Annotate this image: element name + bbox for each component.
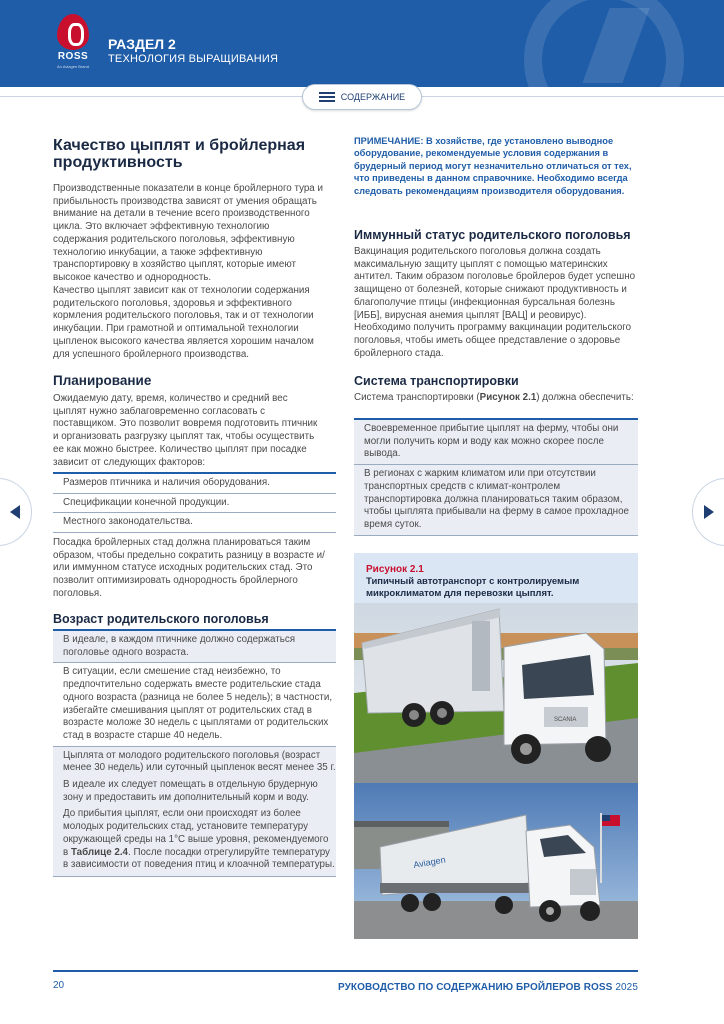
transport-paragraph	[354, 392, 638, 405]
list-item-text: Цыплята от молодого родительского поголовья (возраст менее 30 недель) или суточный цыпленок весят менее 35 г.	[63, 749, 336, 774]
page-header	[0, 0, 724, 87]
arrow-right-icon	[704, 505, 714, 519]
transport-heading: Система транспортировки	[354, 374, 519, 388]
placement-paragraph: Посадка бройлерных стад должна планироваться таким образом, чтобы предельно сократить разницу в возрасте и/или иммунном статусе исходных родительских стад. Это позволит оптимизировать однородность бройлерного поголовья.	[53, 537, 325, 599]
immune-heading: Иммунный статус родительского поголовья	[354, 228, 631, 242]
figure-reference[interactable]: Рисунок 2.1	[479, 392, 537, 403]
footer-title-text: РУКОВОДСТВО ПО СОДЕРЖАНИЮ БРОЙЛЕРОВ ROSS	[337, 982, 613, 993]
section-title: ТЕХНОЛОГИЯ ВЫРАЩИВАНИЯ	[108, 53, 279, 65]
logo-subtext: An Aviagen Brand	[57, 64, 89, 69]
transport-text: Система транспортировки (	[354, 392, 480, 403]
truck-illustration	[354, 783, 638, 939]
transport-text: ) должна обеспечить:	[536, 392, 634, 403]
list-item: В идеале, в каждом птичнике должно содержаться поголовье одного возраста.	[53, 629, 336, 663]
figure-caption-box	[354, 553, 638, 605]
sub-item	[63, 808, 336, 872]
planning-paragraph: Ожидаемую дату, время, количество и средний вес цыплят нужно заблаговременно согласовать с поставщиком. Это позволит вовремя подготовить птичник и организовать разгрузку цыплят так, чтобы осуществить ее как можно быстрее. Количество цыплят при посадке зависит от следующих факторов:	[53, 393, 318, 468]
note-text: ПРИМЕЧАНИЕ: В хозяйстве, где установлено выводное оборудование, рекомендуемые условия содержания в брудерный период могут незначительно отличаться от тех, что приведены в данном справочнике. Необходимо всегда следовать рекомендациям производителя оборудования.	[354, 136, 632, 196]
logo-text: ROSS	[57, 51, 89, 62]
parent-age-table	[53, 629, 336, 877]
footer-title	[338, 982, 638, 993]
sub-item-text: До прибытия цыплят, если они происходят из более молодых родительских стад, установите температуру окружающей среды на 1°C выше уровня, рекомендуемого в	[63, 808, 329, 858]
section-number: РАЗДЕЛ 2	[108, 36, 176, 52]
planning-heading: Планирование	[53, 373, 152, 388]
list-item	[53, 747, 336, 877]
prev-page-button[interactable]	[0, 478, 32, 546]
list-item: В регионах с жарким климатом или при отсутствии транспортных средств с климат-контролем транспортировка должна планироваться таким образом, чтобы цыплята прибывали на ферму в самое прохладное время суток.	[354, 465, 638, 536]
list-item: Спецификации конечной продукции.	[53, 494, 336, 514]
intro-paragraph-2: Качество цыплят зависит как от технологии содержания родительского поголовья, здоровья и эффективного кормления родительского поголовья, так и от технологии инкубации. При грамотной и оптимальной технологии цыпленок высокого качества является хорошим началом для успешного бройлерного производства.	[53, 285, 314, 360]
truck-photo-1	[354, 603, 638, 783]
ross-drop-icon	[57, 14, 89, 50]
sub-item-text: . После посадки отрегулируйте температуру в зависимости от поведения птиц и клоачной температуры.	[63, 846, 335, 871]
truck-logo-text: Aviagen	[412, 854, 447, 870]
footer-divider	[53, 970, 638, 972]
list-item: Размеров птичника и наличия оборудования.	[53, 472, 336, 494]
figure-caption: Типичный автотранспорт с контролируемым микроклиматом для перевозки цыплят.	[366, 576, 580, 600]
contents-label: СОДЕРЖАНИЕ	[340, 92, 406, 102]
contents-button[interactable]	[302, 84, 422, 110]
parent-age-heading: Возраст родительского поголовья	[53, 612, 269, 626]
next-page-button[interactable]	[692, 478, 724, 546]
list-item: В ситуации, если смешение стад неизбежно, то предпочтительно содержать вместе родительские стада одного возраста (разница не более 5 недель); в частности, избегайте смешивания цыплят от родительских стад в возрасте моложе 30 недель с цыплятами от родительских стад в возрасте старше 40 недель.	[53, 663, 336, 746]
immune-paragraph: Вакцинация родительского поголовья должна создать максимальную защиту цыплят с помощью материнских антител. Таким образом поголовье бройлеров будет успешно защищено от болезней, которые снижают продуктивность и благополучие птицы (инфекционная бурсальная болезнь [ИББ], вирусная анемия цыплят [ВАЦ] и реовирус). Необходимо получить программу вакцинации родительского поголовья, чтобы иметь общее представление о здоровье бройлерного стада.	[354, 246, 636, 359]
list-item: Своевременное прибытие цыплят на ферму, чтобы они могли получить корм и воду как можно скорее после вывода.	[354, 418, 638, 465]
truck-illustration	[354, 603, 638, 783]
figure-label: Рисунок 2.1	[366, 564, 424, 575]
ross-logo[interactable]	[54, 14, 92, 80]
list-item: Местного законодательства.	[53, 513, 336, 533]
truck-photo-2	[354, 783, 638, 939]
planning-factors-table	[53, 472, 336, 533]
intro-paragraph-1: Производственные показатели в конце бройлерного тура и прибыльность производства зависят от умения обращать внимание на детали в течение всего производственного цикла. Это включает эффективную технологию содержания родительского поголовья, эффективную технологию инкубации, а также эффективную транспортировку в хозяйство цыплят, которые имеют высокое качество и однородность.	[53, 183, 323, 283]
footer-year: 2025	[615, 982, 638, 993]
page-number: 20	[53, 980, 65, 991]
table-reference[interactable]: Таблице 2.4	[70, 846, 128, 858]
sub-item: В идеале их следует помещать в отдельную брудерную зону и предоставить им дополнительный корм и воду.	[63, 779, 318, 803]
page-title: Качество цыплят и бройлерная продуктивность	[53, 137, 306, 171]
arrow-left-icon	[10, 505, 20, 519]
transport-table	[354, 418, 638, 536]
truck-brand-text: SCANIA	[554, 717, 577, 723]
menu-icon	[319, 92, 335, 102]
